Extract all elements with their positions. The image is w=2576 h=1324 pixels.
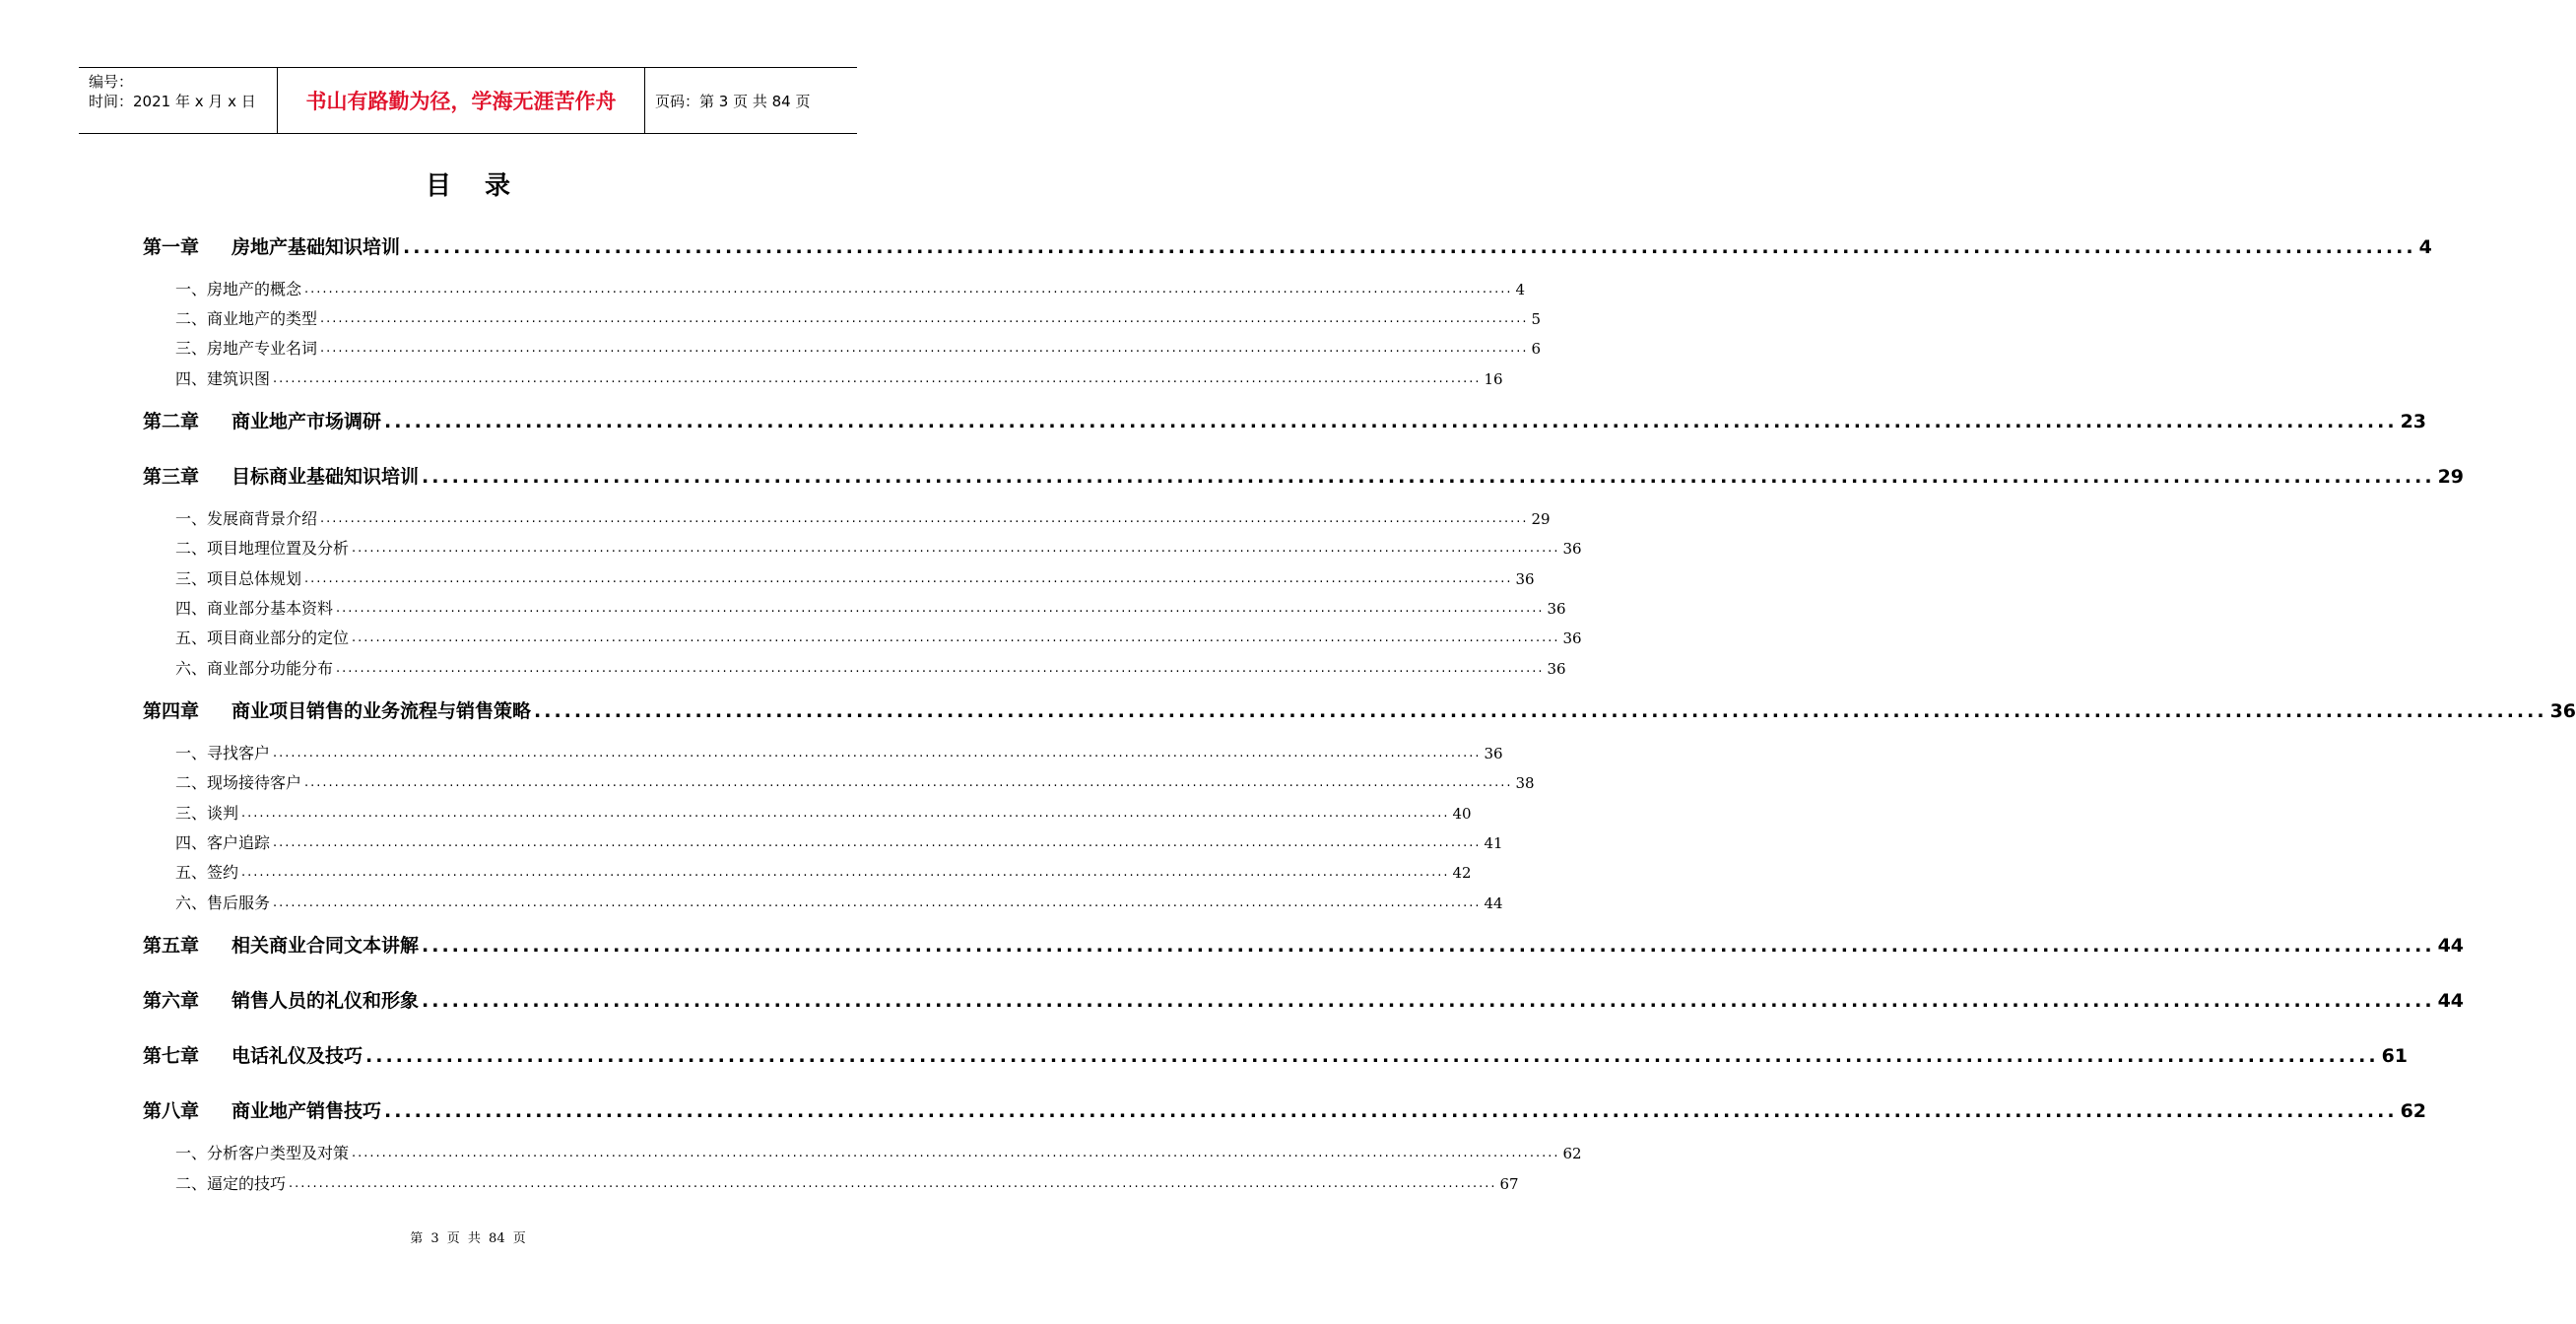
toc-page-number: 44 bbox=[2437, 935, 2465, 957]
toc-leader-dots: ........................................................................................................................................................................................................ bbox=[289, 1176, 1497, 1191]
toc-chapter-title: 商业地产市场调研 bbox=[231, 411, 382, 432]
page-header bbox=[79, 67, 857, 134]
toc-section-entry bbox=[143, 893, 1503, 914]
toc-section-entry bbox=[143, 279, 1526, 300]
toc-leader-dots: ........................................................................................................................................................................................................ bbox=[422, 990, 2435, 1012]
toc-leader-dots: ........................................................................................................................................................................................................ bbox=[320, 341, 1529, 356]
toc-chapter-label bbox=[143, 698, 531, 724]
toc-chapter-entry bbox=[143, 464, 2465, 490]
toc-section-entry bbox=[143, 1173, 1519, 1195]
toc-leader-dots: ........................................................................................................................................................................................................ bbox=[273, 746, 1482, 761]
toc-leader-dots: ........................................................................................................................................................................................................ bbox=[422, 935, 2435, 957]
toc-chapter-title: 商业地产销售技巧 bbox=[231, 1100, 382, 1122]
toc-page-number: 42 bbox=[1452, 864, 1472, 882]
header-meta bbox=[79, 68, 277, 133]
toc-section-title: 二、逼定的技巧 bbox=[175, 1174, 287, 1193]
toc-page-number: 62 bbox=[2400, 1100, 2427, 1122]
toc-page-number: 36 bbox=[1562, 540, 1582, 558]
toc-title: 目录 bbox=[425, 171, 544, 201]
toc-chapter-label bbox=[143, 933, 419, 959]
toc-leader-dots: ........................................................................................................................................................................................................ bbox=[534, 700, 2547, 722]
toc-leader-dots: ........................................................................................................................................................................................................ bbox=[273, 835, 1482, 850]
toc-section-entry bbox=[143, 1143, 1582, 1164]
toc-chapter-number: 第七章 bbox=[143, 1045, 200, 1067]
toc-section-entry bbox=[143, 568, 1535, 590]
toc-section-title: 四、客户追踪 bbox=[175, 833, 271, 852]
toc-page-number: 62 bbox=[1562, 1145, 1582, 1162]
toc-section-entry bbox=[143, 508, 1551, 530]
toc-leader-dots: ........................................................................................................................................................................................................ bbox=[365, 1045, 2379, 1067]
toc-page-number: 29 bbox=[1531, 510, 1551, 528]
toc-section-title: 一、房地产的概念 bbox=[175, 280, 302, 298]
toc-leader-dots: ........................................................................................................................................................................................................ bbox=[241, 806, 1450, 821]
header-date: 时间：2021 年 x 月 x 日 bbox=[89, 93, 256, 110]
toc-page-number: 36 bbox=[1515, 570, 1535, 588]
toc-leader-dots: ........................................................................................................................................................................................................ bbox=[273, 371, 1482, 386]
toc-chapter-title: 相关商业合同文本讲解 bbox=[231, 935, 420, 957]
toc-chapter-entry bbox=[143, 1043, 2409, 1069]
toc-leader-dots: ........................................................................................................................................................................................................ bbox=[336, 661, 1545, 676]
toc-leader-dots: ........................................................................................................................................................................................................ bbox=[320, 311, 1529, 326]
toc-page-number: 67 bbox=[1499, 1175, 1519, 1193]
toc-page-number: 29 bbox=[2437, 466, 2465, 488]
toc-section-entry bbox=[143, 598, 1566, 620]
toc-page-number: 41 bbox=[1484, 834, 1503, 852]
toc-leader-dots: ........................................................................................................................................................................................................ bbox=[384, 411, 2398, 432]
toc-chapter-title: 销售人员的礼仪和形象 bbox=[231, 990, 420, 1012]
toc-leader-dots: ........................................................................................................................................................................................................ bbox=[403, 236, 2416, 258]
toc-leader-dots: ........................................................................................................................................................................................................ bbox=[336, 601, 1545, 616]
toc-page-number: 61 bbox=[2381, 1045, 2409, 1067]
toc-section-entry bbox=[143, 862, 1472, 884]
toc-section-title: 六、售后服务 bbox=[175, 894, 271, 912]
toc-section-entry bbox=[143, 338, 1542, 360]
toc-section-entry bbox=[143, 772, 1535, 794]
header-slogan: 书山有路勤为径，学海无涯苦作舟 bbox=[277, 68, 645, 133]
toc-section-title: 六、商业部分功能分布 bbox=[175, 659, 334, 678]
toc-chapter-number: 第一章 bbox=[143, 236, 200, 258]
toc-chapter-entry bbox=[143, 409, 2427, 434]
toc-page-number: 44 bbox=[1484, 894, 1503, 912]
toc-leader-dots: ........................................................................................................................................................................................................ bbox=[352, 541, 1560, 556]
toc-page-number: 36 bbox=[1562, 629, 1582, 647]
toc-section-title: 五、项目商业部分的定位 bbox=[175, 629, 350, 647]
toc-chapter-label bbox=[143, 464, 419, 490]
toc-page-number: 4 bbox=[2418, 236, 2432, 258]
page-footer: 第 3 页 共 84 页 bbox=[410, 1231, 526, 1246]
toc-page-number: 36 bbox=[2549, 700, 2576, 722]
toc-chapter-label bbox=[143, 409, 381, 434]
toc-leader-dots: ........................................................................................................................................................................................................ bbox=[304, 571, 1513, 586]
toc-section-entry bbox=[143, 743, 1503, 764]
toc-chapter-label bbox=[143, 988, 419, 1014]
toc-leader-dots: ........................................................................................................................................................................................................ bbox=[304, 282, 1513, 297]
toc-chapter-number: 第三章 bbox=[143, 466, 200, 488]
toc-page-number: 36 bbox=[1547, 660, 1566, 678]
toc-section-entry bbox=[143, 368, 1503, 390]
toc-section-title: 一、发展商背景介绍 bbox=[175, 509, 318, 528]
toc-chapter-entry bbox=[143, 933, 2465, 959]
toc-section-title: 二、现场接待客户 bbox=[175, 773, 302, 792]
toc-section-entry bbox=[143, 832, 1503, 854]
toc-section-title: 三、谈判 bbox=[175, 804, 239, 823]
toc-section-entry bbox=[143, 658, 1566, 680]
toc-section-title: 一、寻找客户 bbox=[175, 744, 271, 762]
toc-section-title: 二、商业地产的类型 bbox=[175, 309, 318, 328]
toc-chapter-title: 商业项目销售的业务流程与销售策略 bbox=[231, 700, 532, 722]
toc-chapter-entry bbox=[143, 1098, 2427, 1124]
toc-chapter-label bbox=[143, 1043, 363, 1069]
toc-page-number: 5 bbox=[1531, 310, 1542, 328]
toc-chapter-number: 第四章 bbox=[143, 700, 200, 722]
toc-section-title: 三、项目总体规划 bbox=[175, 569, 302, 588]
toc-page-number: 36 bbox=[1547, 600, 1566, 618]
toc-leader-dots: ........................................................................................................................................................................................................ bbox=[352, 630, 1560, 645]
toc-chapter-number: 第二章 bbox=[143, 411, 200, 432]
toc-page-number: 38 bbox=[1515, 774, 1535, 792]
toc-chapter-number: 第八章 bbox=[143, 1100, 200, 1122]
toc-section-title: 四、商业部分基本资料 bbox=[175, 599, 334, 618]
toc-leader-dots: ........................................................................................................................................................................................................ bbox=[320, 511, 1529, 526]
toc-chapter-title: 电话礼仪及技巧 bbox=[231, 1045, 363, 1067]
toc-leader-dots: ........................................................................................................................................................................................................ bbox=[352, 1146, 1560, 1160]
toc-chapter-number: 第五章 bbox=[143, 935, 200, 957]
header-number: 编号： bbox=[89, 73, 134, 91]
toc-leader-dots: ........................................................................................................................................................................................................ bbox=[273, 895, 1482, 910]
toc-section-title: 一、分析客户类型及对策 bbox=[175, 1144, 350, 1162]
toc-chapter-number: 第六章 bbox=[143, 990, 200, 1012]
toc-section-title: 四、建筑识图 bbox=[175, 369, 271, 388]
header-page-info: 页码：第 3 页 共 84 页 bbox=[655, 92, 811, 110]
toc-page-number: 6 bbox=[1531, 340, 1542, 358]
toc-chapter-entry bbox=[143, 698, 2576, 724]
toc-leader-dots: ........................................................................................................................................................................................................ bbox=[304, 775, 1513, 790]
toc-chapter-label bbox=[143, 1098, 381, 1124]
toc-chapter-entry bbox=[143, 988, 2465, 1014]
toc-chapter-title: 目标商业基础知识培训 bbox=[231, 466, 420, 488]
toc-page-number: 23 bbox=[2400, 411, 2427, 432]
toc-section-entry bbox=[143, 308, 1542, 330]
toc-leader-dots: ........................................................................................................................................................................................................ bbox=[384, 1100, 2398, 1122]
toc-section-entry bbox=[143, 538, 1582, 560]
toc-page-number: 16 bbox=[1484, 370, 1503, 388]
toc-section-entry bbox=[143, 628, 1582, 649]
toc-section-title: 三、房地产专业名词 bbox=[175, 339, 318, 358]
toc-chapter-title: 房地产基础知识培训 bbox=[231, 236, 401, 258]
toc-page-number: 4 bbox=[1515, 281, 1526, 298]
toc-section-title: 二、项目地理位置及分析 bbox=[175, 539, 350, 558]
toc-leader-dots: ........................................................................................................................................................................................................ bbox=[422, 466, 2435, 488]
toc-page-number: 36 bbox=[1484, 745, 1503, 762]
toc-leader-dots: ........................................................................................................................................................................................................ bbox=[241, 865, 1450, 880]
toc-page-number: 40 bbox=[1452, 805, 1472, 823]
toc-page-number: 44 bbox=[2437, 990, 2465, 1012]
toc-chapter-label bbox=[143, 234, 400, 260]
toc-section-entry bbox=[143, 803, 1472, 825]
toc-section-title: 五、签约 bbox=[175, 863, 239, 882]
toc-chapter-entry bbox=[143, 234, 2432, 260]
